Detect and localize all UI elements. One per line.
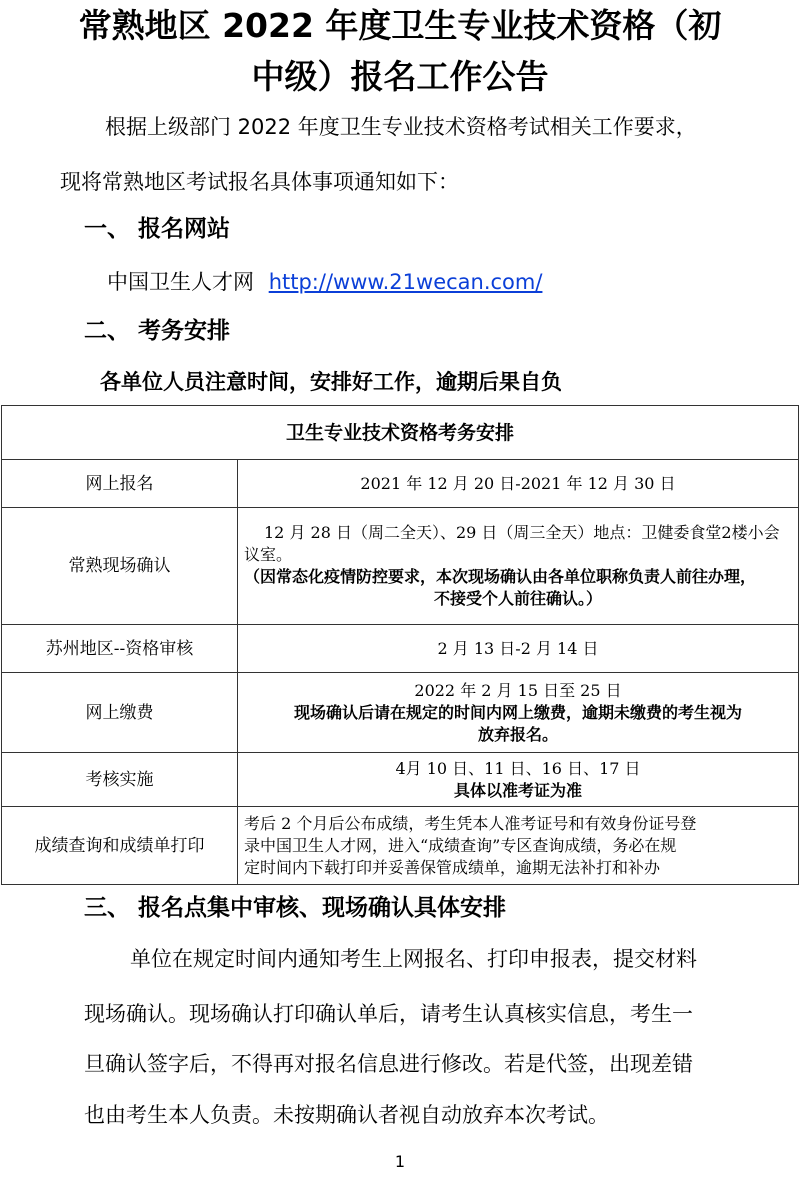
row-label-online-registration: 网上报名 <box>2 460 238 508</box>
row-label-exam-implementation: 考核实施 <box>2 753 238 807</box>
page-number: 1 <box>394 1152 406 1171</box>
document-title-line-1: 常熟地区 2022 年度卫生专业技术资格（初 <box>78 6 722 45</box>
onsite-confirmation-detail-2: 议室。 <box>244 545 293 564</box>
onsite-confirmation-detail-1: 12 月 28 日（周二全天）、29 日（周三全天）地点：卫健委食堂2楼小会 <box>264 523 780 542</box>
exam-dates-notice: 具体以准考证为准 <box>454 780 583 800</box>
section-3-line-2: 现场确认。现场确认打印确认单后，请考生认真核实信息，考生一 <box>84 1002 693 1026</box>
score-inquiry-detail-2: 录中国卫生人才网，进入“成绩查询”专区查询成绩，务必在规 <box>244 835 677 855</box>
score-inquiry-detail-1: 考后 2 个月后公布成绩，考生凭本人准考证号和有效身份证号登 <box>244 813 697 833</box>
section-2-note: 各单位人员注意时间，安排好工作，逾期后果自负 <box>100 370 562 394</box>
row-label-online-payment: 网上缴费 <box>2 673 238 753</box>
row-value-online-payment <box>238 673 799 753</box>
website-line <box>107 268 542 296</box>
online-payment-notice-2: 放弃报名。 <box>478 724 559 744</box>
online-payment-notice-1: 现场确认后请在规定的时间内网上缴费，逾期未缴费的考生视为 <box>294 702 743 722</box>
row-value-onsite-confirmation <box>238 508 799 625</box>
row-value-score-inquiry <box>238 807 799 885</box>
section-1-heading: 一、 报名网站 <box>84 216 231 242</box>
row-label-onsite-confirmation: 常熟现场确认 <box>2 508 238 625</box>
row-label-qualification-review: 苏州地区--资格审核 <box>2 625 238 673</box>
intro-line-1: 根据上级部门 2022 年度卫生专业技术资格考试相关工作要求， <box>105 115 697 139</box>
online-payment-dates: 2022 年 2 月 15 日至 25 日 <box>414 680 622 700</box>
website-link[interactable]: http://www.21wecan.com/ <box>268 270 543 294</box>
table-caption-row <box>2 406 799 460</box>
onsite-confirmation-notice-1: （因常态化疫情防控要求，本次现场确认由各单位职称负责人前往办理， <box>244 567 757 586</box>
onsite-confirmation-notice-2: 不接受个人前往确认。） <box>434 589 603 608</box>
section-3-line-3: 旦确认签字后，不得再对报名信息进行修改。若是代签，出现差错 <box>84 1052 693 1076</box>
row-value-exam-implementation <box>238 753 799 807</box>
table-row <box>2 673 799 753</box>
row-value-online-registration: 2021 年 12 月 20 日-2021 年 12 月 30 日 <box>238 460 799 508</box>
section-3-line-1: 单位在规定时间内通知考生上网报名、打印申报表，提交材料 <box>130 947 697 971</box>
section-3-heading: 三、 报名点集中审核、现场确认具体安排 <box>84 895 507 921</box>
exam-schedule-table <box>1 405 799 885</box>
section-3-line-4: 也由考生本人负责。未按期确认者视自动放弃本次考试。 <box>84 1103 609 1127</box>
table-row <box>2 508 799 625</box>
table-row <box>2 807 799 885</box>
section-2-heading: 二、 考务安排 <box>84 318 231 344</box>
exam-dates: 4月 10 日、11 日、16 日、17 日 <box>395 758 641 778</box>
score-inquiry-detail-3: 定时间内下载打印并妥善保管成绩单，逾期无法补打和补办 <box>244 857 661 877</box>
website-name: 中国卫生人才网 <box>107 270 254 294</box>
table-row <box>2 460 799 508</box>
intro-line-2: 现将常熟地区考试报名具体事项通知如下： <box>60 170 459 194</box>
table-caption: 卫生专业技术资格考务安排 <box>2 406 799 460</box>
row-value-qualification-review: 2 月 13 日-2 月 14 日 <box>238 625 799 673</box>
table-row <box>2 625 799 673</box>
table-row <box>2 753 799 807</box>
document-title-line-2: 中级）报名工作公告 <box>251 57 549 96</box>
row-label-score-inquiry: 成绩查询和成绩单打印 <box>2 807 238 885</box>
